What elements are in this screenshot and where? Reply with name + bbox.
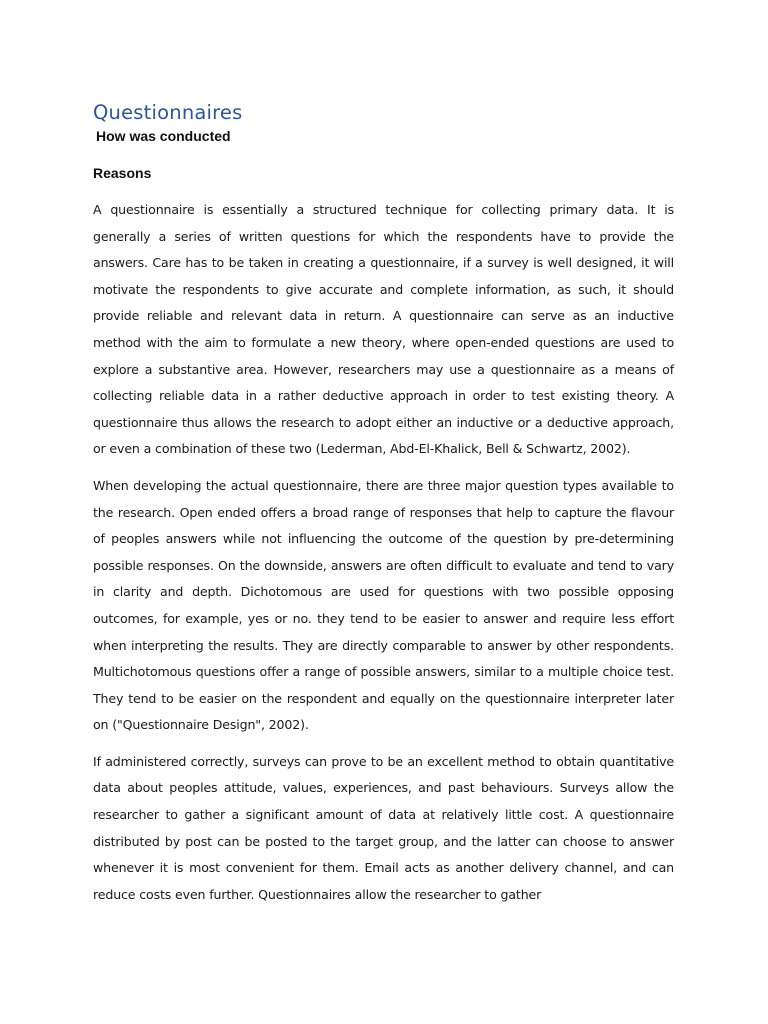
document-subtitle: How was conducted <box>96 128 231 144</box>
paragraph: If administered correctly, surveys can prove to be an excellent method to obtain quantitative data about peoples attitude, values, experiences, and past behaviours. Surveys allow the researcher to gather a significant amount of data at relatively little cost. A questionnaire distributed by post can be posted to the target group, and the latter can choose to answer whenever it is most convenient for them. Email acts as another delivery channel, and can reduce costs even further. Questionnaires allow the researcher to gather <box>93 753 674 902</box>
paragraph: When developing the actual questionnaire, there are three major question types available to the research. Open ended offers a broad range of responses that help to capture the flavour of peoples answers while not influencing the outcome of the question by pre-determining possible responses. On the downside, answers are often difficult to evaluate and tend to vary in clarity and depth. Dichotomous are used for questions with two possible opposing outcomes, for example, yes or no. they tend to be easier to answer and require less effort when interpreting the results. They are directly comparable to answer by other respondents. Multichotomous questions offer a range of possible answers, similar to a multiple choice test. They tend to be easier on the respondent and equally on the questionnaire interpreter later on ("Questionnaire Design", 2002). <box>93 477 674 733</box>
paragraph: A questionnaire is essentially a structured technique for collecting primary data. It is generally a series of written questions for which the respondents have to provide the answers. Care has to be taken in creating a questionnaire, if a survey is well designed, it will motivate the respondents to give accurate and complete information, as such, it should provide reliable and relevant data in return. A questionnaire can serve as an inductive method with the aim to formulate a new theory, where open-ended questions are used to explore a substantive area. However, researchers may use a questionnaire as a means of collecting reliable data in a rather deductive approach in order to test existing theory. A questionnaire thus allows the research to adopt either an inductive or a deductive approach, or even a combination of these two (Lederman, Abd-El-Khalick, Bell & Schwartz, 2002). <box>93 202 674 457</box>
section-heading-reasons: Reasons <box>93 165 152 181</box>
document-body <box>93 100 674 908</box>
document-title: Questionnaires <box>93 101 243 124</box>
